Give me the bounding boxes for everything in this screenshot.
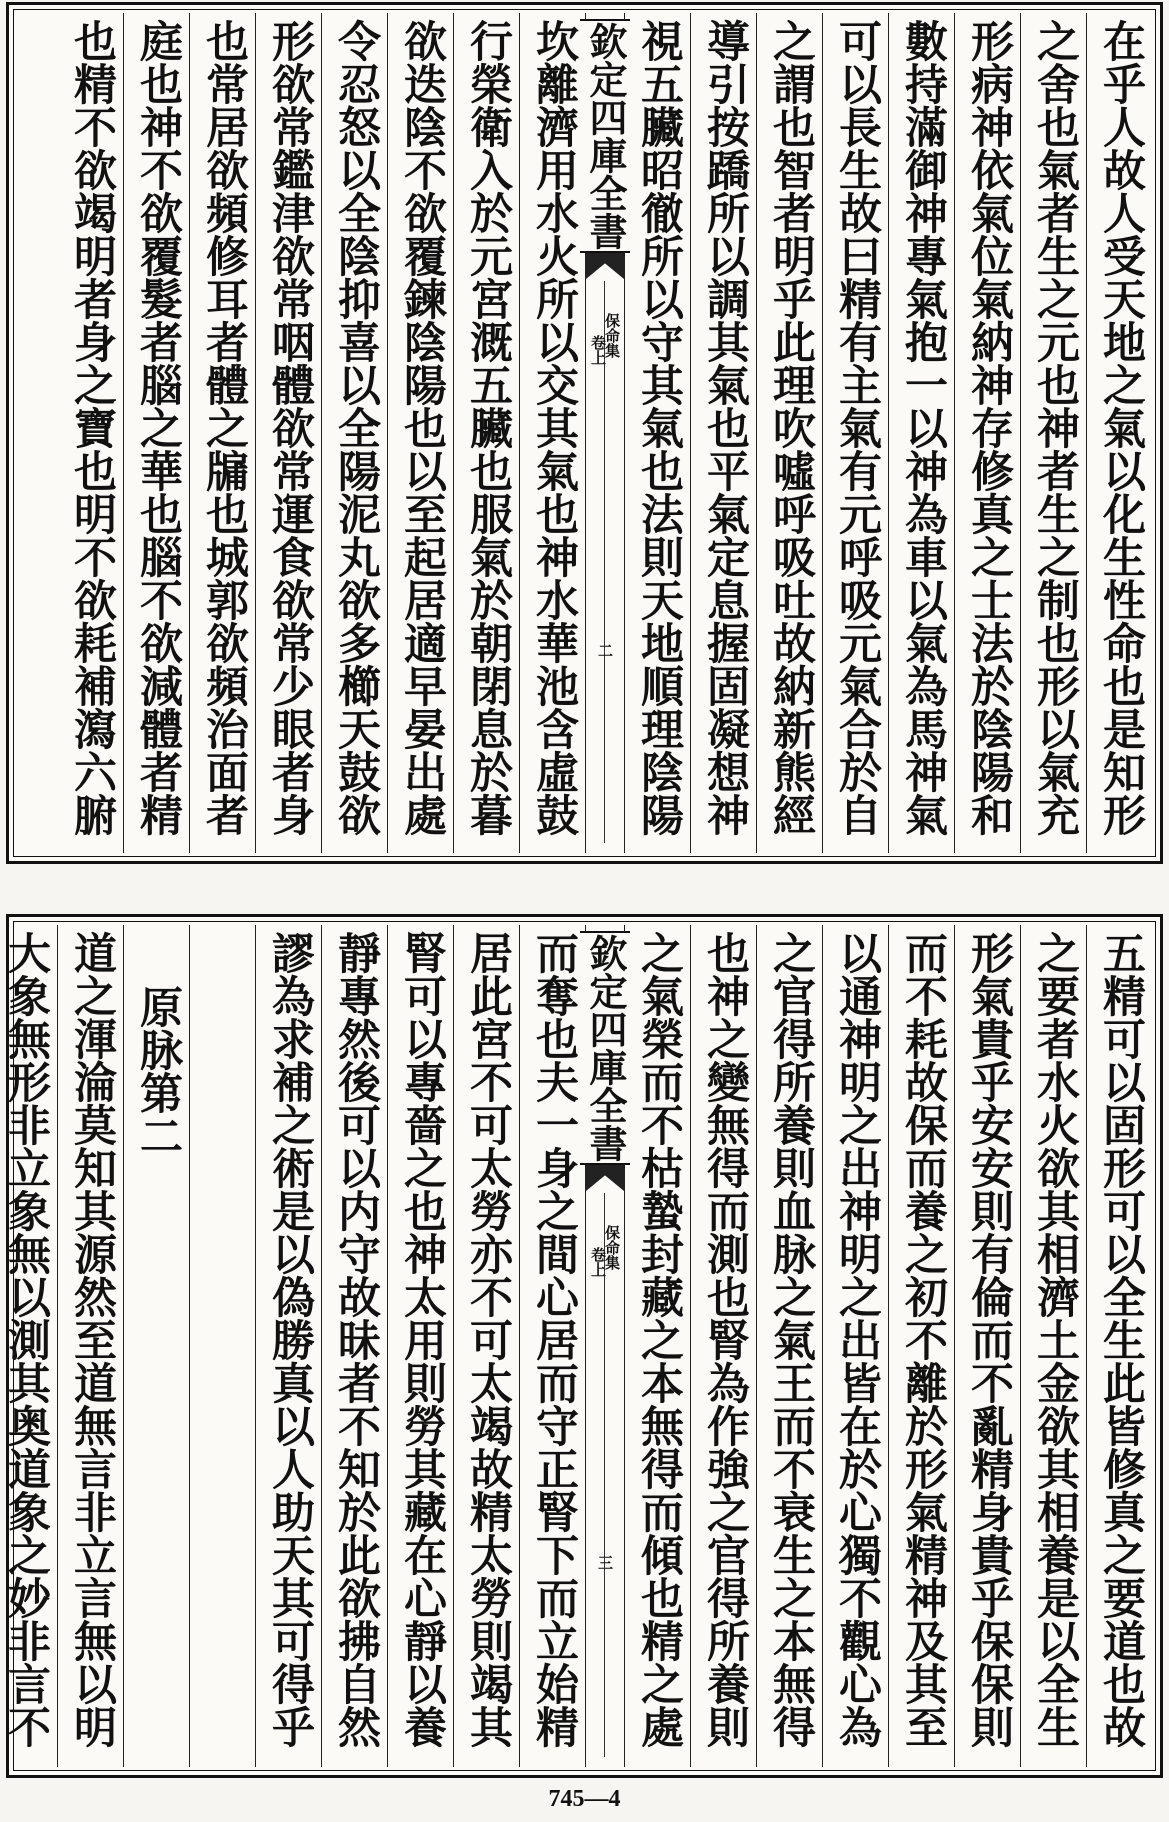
- chapter-heading: 原脉第二: [133, 985, 183, 1157]
- centre-volume: 卷上: [589, 335, 607, 365]
- centre-book-name: 保命集: [603, 313, 621, 358]
- text-column: 以通神明之出神明之出皆在於心獨不觀心為: [822, 925, 888, 1767]
- text-column: 可以長生故曰精有主氣有元呼吸元氣合於自: [822, 13, 888, 853]
- text-column: 而不耗故保而養之初不離於形氣精神及其至: [888, 925, 954, 1767]
- bottom-page-frame: [1, 914, 1163, 1778]
- text-column: 之舍也氣者生之元也神者生之制也形以氣充: [1020, 13, 1086, 853]
- fish-tail-mark: [586, 1165, 624, 1191]
- text-column: 坎離濟用水火所以交其氣也神水華池含虛鼓: [519, 13, 585, 853]
- text-column: 大象無形非立象無以測其奥道象之妙非言不: [1, 931, 51, 1748]
- text-column: 五精可以固形可以全生此皆修真之要道也故: [1086, 925, 1152, 1767]
- text-column: 而奪也夫一身之間心居而守正腎下而立始精: [519, 925, 585, 1767]
- centre-band: [583, 925, 628, 1767]
- text-column: 形氣貴乎安安則有倫而不亂精身貴乎保保則: [954, 925, 1020, 1767]
- text-column: 也常居欲頻修耳者體之牖也城郭欲頻治面者: [189, 13, 255, 853]
- text-column: 也神之變無得而測也腎為作強之官得所養則: [690, 925, 756, 1767]
- centre-book-name: 保命集: [603, 1225, 621, 1270]
- centre-rule: [604, 281, 605, 843]
- text-column: [189, 925, 255, 1767]
- text-column: 導引按蹻所以調其氣也平氣定息握固凝想神: [690, 13, 756, 853]
- text-column: 居此宮不可太勞亦不可太竭故精太勞則竭其: [453, 925, 519, 1767]
- page-number: 745—4: [548, 1786, 621, 1812]
- text-column: 道之渾淪莫知其源然至道無言非立言無以明: [57, 925, 123, 1767]
- text-column: 欲迭陰不欲覆鍊陰陽也以至起居適早晏出處: [387, 13, 453, 853]
- text-column: 形病神依氣位氣納神存修真之士法於陰陽和: [954, 13, 1020, 853]
- text-column: 庭也神不欲覆髮者腦之華也腦不欲減體者精: [123, 13, 189, 853]
- centre-rule: [604, 1193, 605, 1757]
- text-column: 視五臟昭徹所以守其氣也法則天地順理陰陽: [624, 13, 690, 853]
- centre-folio-number: 三: [596, 1555, 614, 1570]
- text-column: 之要者水火欲其相濟土金欲其相養是以全生: [1020, 925, 1086, 1767]
- top-page-frame: [6, 2, 1163, 864]
- chapter-heading-column: [123, 925, 189, 1767]
- centre-title: 欽定四庫全書: [580, 19, 630, 253]
- bottom-page-columns: [1, 925, 1152, 1767]
- centre-volume: 卷上: [589, 1247, 607, 1277]
- text-column: 令忍怒以全陰抑喜以全陽泥丸欲多櫛天鼓欲: [321, 13, 387, 853]
- fish-tail-mark: [586, 253, 624, 279]
- text-column: 之謂也智者明乎此理吹噓呼吸吐故納新熊經: [756, 13, 822, 853]
- centre-band: [583, 13, 628, 853]
- text-column: 數持滿御神專氣抱一以神為車以氣為馬神氣: [888, 13, 954, 853]
- top-page-columns: [17, 13, 1152, 853]
- centre-folio-number: 二: [596, 643, 614, 658]
- text-column: 形欲常鑑津欲常咽體欲常運食欲常少眼者身: [255, 13, 321, 853]
- text-column: 靜專然後可以内守故昧者不知於此欲拂自然: [321, 925, 387, 1767]
- text-column: 行榮衛入於元宮溉五臟也服氣於朝閉息於暮: [453, 13, 519, 853]
- text-column: 之官得所養則血脉之氣王而不衰生之本無得: [756, 925, 822, 1767]
- text-column: 也精不欲竭明者身之寶也明不欲耗補瀉六腑: [67, 19, 117, 836]
- text-column: 腎可以專嗇之也神太用則勞其藏在心靜以養: [387, 925, 453, 1767]
- text-column: 在乎人故人受天地之氣以化生性命也是知形: [1086, 13, 1152, 853]
- text-column: 謬為求補之術是以偽勝真以人助天其可得乎: [255, 925, 321, 1767]
- centre-title: 欽定四庫全書: [580, 931, 630, 1165]
- text-column: 之氣榮而不枯蟄封藏之本無得而傾也精之處: [624, 925, 690, 1767]
